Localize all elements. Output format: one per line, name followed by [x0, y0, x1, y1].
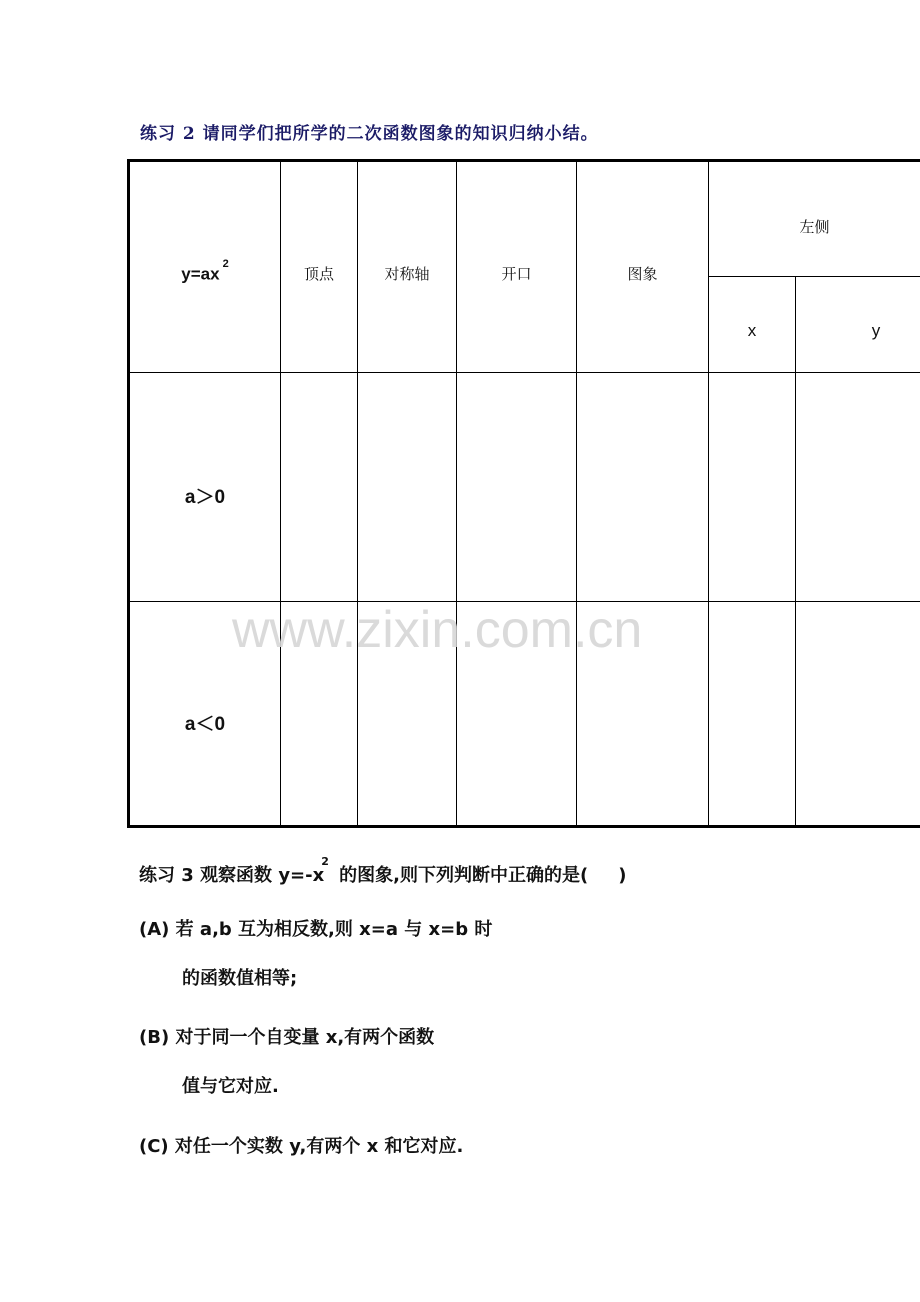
left-side-subdivider	[708, 276, 920, 277]
header-axis-of-symmetry: 对称轴	[384, 265, 430, 283]
row-label-a-positive: a＞0	[184, 487, 226, 508]
table-border-bottom	[127, 825, 920, 828]
row-divider-header	[127, 372, 920, 373]
exercise-3-question: 练习 3 观察函数 $y=-x^2$ 的图象,则下列判断中正确的是( )	[139, 855, 627, 886]
row-label-a-negative: a＜0	[184, 714, 226, 735]
header-vertex: 顶点	[303, 265, 334, 283]
header-formula: $y=ax^2$	[181, 258, 229, 284]
header-opening: 开口	[501, 265, 532, 283]
header-y: y	[871, 321, 881, 340]
summary-table	[127, 159, 920, 828]
table-border-top	[127, 159, 920, 162]
col-divider-5	[708, 159, 709, 828]
option-a-line2: 的函数值相等;	[182, 968, 298, 989]
option-b-line2: 值与它对应.	[182, 1076, 279, 1097]
col-divider-2	[357, 159, 358, 828]
exercise-2-title: 练习 2 请同学们把所学的二次函数图象的知识归纳小结。	[140, 124, 599, 144]
col-divider-3	[456, 159, 457, 828]
header-x: x	[747, 321, 757, 340]
header-left-side: 左侧	[799, 218, 830, 236]
option-b-line1: (B) 对于同一个自变量 x,有两个函数	[139, 1027, 435, 1048]
col-divider-6	[795, 276, 796, 828]
option-c-line1: (C) 对任一个实数 y,有两个 x 和它对应.	[139, 1136, 464, 1157]
option-a-line1: (A) 若 a,b 互为相反数,则 x=a 与 x=b 时	[139, 919, 493, 940]
watermark: www.zixin.com.cn	[232, 601, 643, 659]
col-divider-4	[576, 159, 577, 828]
header-graph: 图象	[627, 265, 658, 283]
col-divider-1	[280, 159, 281, 828]
